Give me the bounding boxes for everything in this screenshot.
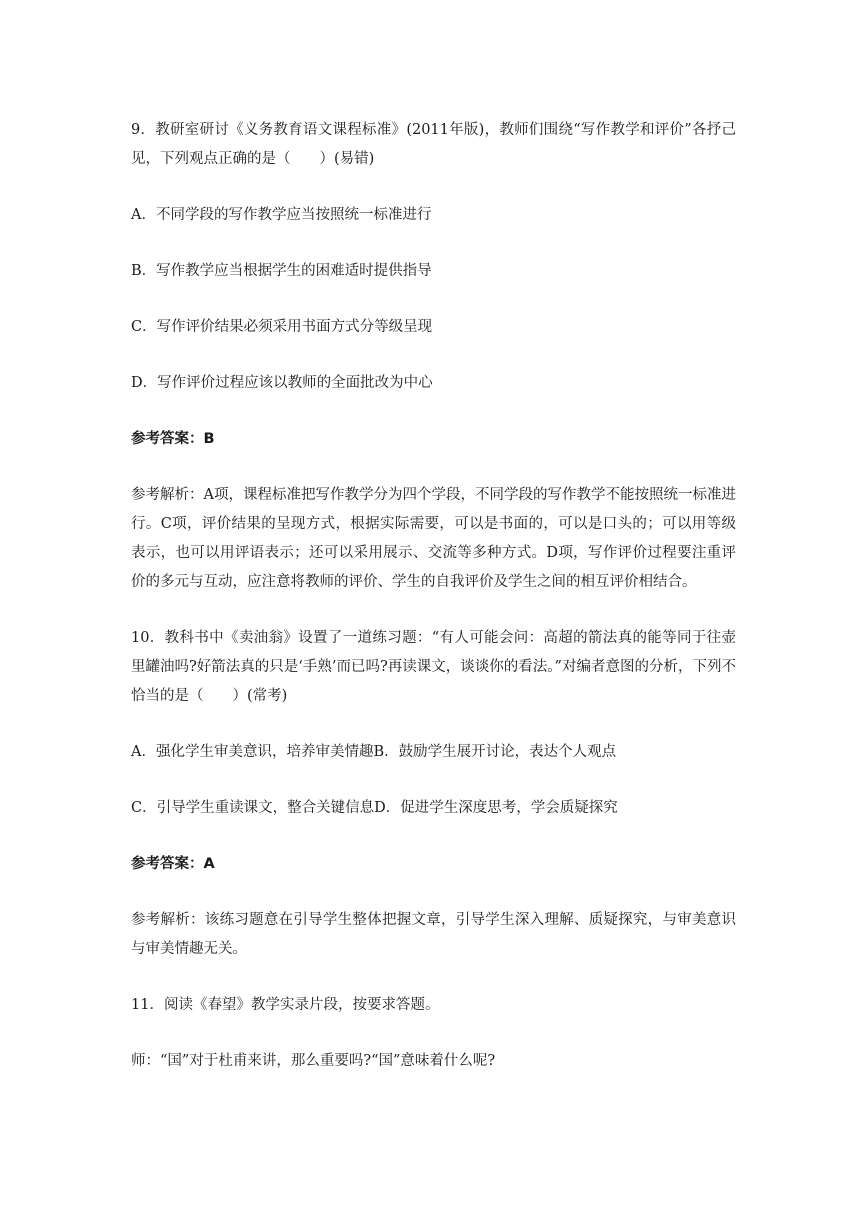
question-9-answer: 参考答案：B [131, 431, 215, 447]
question-9-option-d: D．写作评价过程应该以教师的全面批改为中心 [131, 375, 433, 391]
question-11-stem: 11．阅读《春望》教学实录片段，按要求答题。 [131, 997, 440, 1013]
question-10-option-d: D．促进学生深度思考，学会质疑探究 [374, 800, 618, 816]
question-9-option-b: B．写作教学应当根据学生的困难适时提供指导 [131, 263, 432, 279]
question-10-answer: 参考答案：A [131, 856, 215, 872]
question-10-options-row-1 [131, 738, 736, 767]
question-10-option-a: A．强化学生审美意识，培养审美情趣 [131, 744, 374, 760]
question-10-analysis: 参考解析：该练习题意在引导学生整体把握文章，引导学生深入理解、质疑探究，与审美意识与审美情趣无关。 [131, 912, 736, 957]
question-11-dialogue: 师：“国”对于杜甫来讲，那么重要吗?“国”意味着什么呢? [131, 1053, 496, 1069]
question-9-analysis: 参考解析：A项，课程标准把写作教学分为四个学段，不同学段的写作教学不能按照统一标准进行。C项，评价结果的呈现方式，根据实际需要，可以是书面的，可以是口头的；可以用等级表示，也可以用评语表示；还可以采用展示、交流等多种方式。D项，写作评价过程要注重评价的多元与互动，应注意将教师的评价、学生的自我评价及学生之间的相互评价相结合。 [131, 487, 736, 590]
question-9-stem: 9．教研室研讨《义务教育语文课程标准》(2011年版)，教师们围绕“写作教学和评价”各抒己见，下列观点正确的是（ ）(易错) [131, 122, 736, 167]
question-9-option-c: C．写作评价结果必须采用书面方式分等级呈现 [131, 319, 433, 335]
question-9-option-a: A．不同学段的写作教学应当按照统一标准进行 [131, 207, 432, 223]
question-10-stem: 10．教科书中《卖油翁》设置了一道练习题：“有人可能会问：高超的箭法真的能等同于往壶里罐油吗?好箭法真的只是‘手熟’而已吗?再读课文，谈谈你的看法。”对编者意图的分析，下列不恰当的是（ ）(常考) [131, 630, 736, 704]
question-10-option-c: C．引导学生重读课文，整合关键信息 [131, 800, 375, 816]
question-10-options-row-2 [131, 794, 736, 823]
document-page [131, 116, 736, 1076]
question-10-option-b: B．鼓励学生展开讨论，表达个人观点 [373, 744, 617, 760]
